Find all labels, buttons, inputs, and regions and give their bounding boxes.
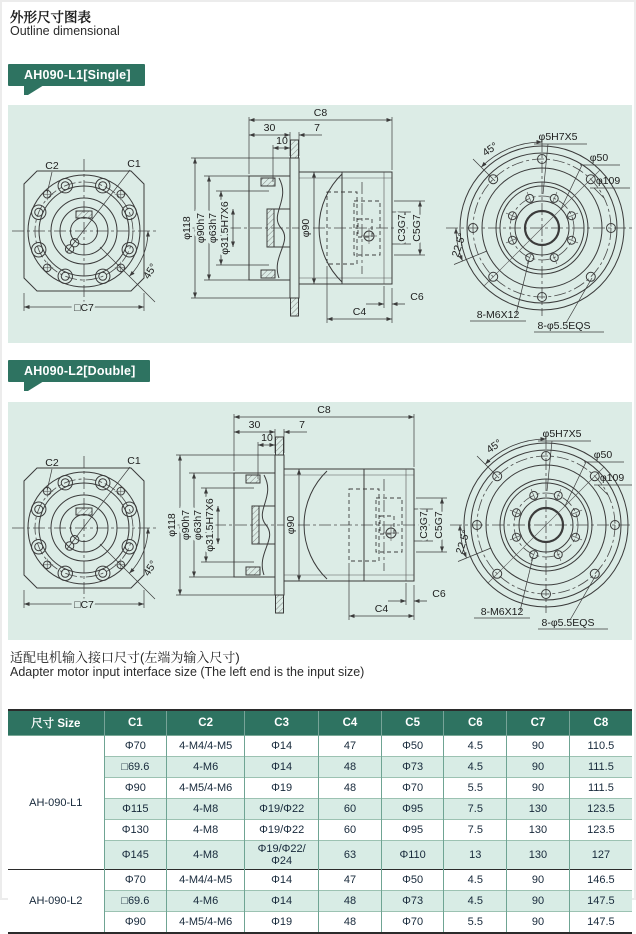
dim-cell: Φ110 — [381, 841, 444, 870]
dim-cell: 48 — [319, 778, 382, 799]
dim-cell: 123.5 — [569, 820, 632, 841]
dim-cell: 90 — [507, 891, 570, 912]
dim-cell: 4.5 — [444, 757, 507, 778]
dim-cell: 110.5 — [569, 736, 632, 757]
label-d7: 7 — [299, 419, 305, 431]
model-name-cell: AH-090-L1 — [8, 736, 104, 870]
label-m6: 8-M6X12 — [476, 309, 520, 321]
dim-cell: 4-M4/4-M5 — [167, 870, 245, 891]
label-c8: C8 — [313, 107, 328, 119]
dim-cell: Φ19/Φ22/Φ24 — [245, 841, 319, 870]
dim-cell: 4.5 — [444, 870, 507, 891]
dim-cell: 5.5 — [444, 778, 507, 799]
dim-cell: 90 — [507, 757, 570, 778]
dim-cell: 47 — [319, 736, 382, 757]
label-angle225: 22.5° — [453, 528, 473, 556]
col-header-c7: C7 — [507, 710, 570, 736]
dim-cell: Φ19/Φ22 — [245, 820, 319, 841]
dim-cell: 4-M4/4-M5 — [167, 736, 245, 757]
dim-cell: 4-M5/4-M6 — [167, 778, 245, 799]
dim-cell: 4-M8 — [167, 820, 245, 841]
label-d90: φ90 — [285, 515, 297, 535]
dim-cell: 146.5 — [569, 870, 632, 891]
note-zh: 适配电机输入接口尺寸(左端为输入尺寸) — [10, 650, 240, 665]
label-c6: C6 — [432, 588, 446, 600]
technical-drawing — [8, 402, 632, 640]
label-d10: 10 — [276, 135, 288, 147]
dim-cell: Φ14 — [245, 870, 319, 891]
label-c4: C4 — [374, 603, 389, 615]
dim-cell: 4-M8 — [167, 841, 245, 870]
label-m6: 8-M6X12 — [480, 606, 524, 618]
dimension-table — [8, 709, 632, 934]
dim-cell: 4-M5/4-M6 — [167, 912, 245, 934]
label-angle45_front: 45° — [141, 558, 160, 579]
dim-cell: 48 — [319, 891, 382, 912]
label-d118: φ118 — [166, 513, 178, 537]
label-d55: 8-φ5.5EQS — [541, 617, 595, 629]
note-en: Adapter motor input interface size (The left end is the input size) — [10, 665, 365, 679]
label-c4: C4 — [352, 306, 367, 318]
label-d315: φ31.5H7X6 — [219, 201, 231, 255]
dim-cell: 147.5 — [569, 891, 632, 912]
dim-cell: 60 — [319, 820, 382, 841]
dim-cell: □69.6 — [104, 891, 167, 912]
label-c2: C2 — [45, 457, 59, 469]
dim-cell: 4-M6 — [167, 757, 245, 778]
badge-ah090-l2: AH090-L2[Double] — [8, 360, 150, 382]
dim-cell: 123.5 — [569, 799, 632, 820]
dimension-table-wrap — [8, 709, 632, 934]
dim-cell: 60 — [319, 799, 382, 820]
dim-cell: Φ95 — [381, 799, 444, 820]
col-header-c5: C5 — [381, 710, 444, 736]
label-d5h7: φ5H7X5 — [542, 428, 582, 440]
label-d315: φ31.5H7X6 — [204, 498, 216, 552]
side-view — [166, 404, 447, 620]
dim-cell: 90 — [507, 870, 570, 891]
label-d5h7: φ5H7X5 — [538, 131, 578, 143]
dim-cell: Φ19 — [245, 912, 319, 934]
dim-cell: 47 — [319, 870, 382, 891]
dim-cell: 127 — [569, 841, 632, 870]
dim-cell: Φ70 — [381, 778, 444, 799]
label-d90h7: φ90h7 — [180, 509, 192, 541]
dim-cell: Φ115 — [104, 799, 167, 820]
dim-cell: Φ73 — [381, 757, 444, 778]
dim-cell: 90 — [507, 778, 570, 799]
label-d55: 8-φ5.5EQS — [537, 320, 591, 332]
label-d7: 7 — [314, 122, 320, 134]
dim-cell: Φ73 — [381, 891, 444, 912]
label-c2: C2 — [45, 160, 59, 172]
drawing-panel-l2 — [8, 402, 632, 640]
badge-ah090-l1: AH090-L1[Single] — [8, 64, 145, 86]
label-d10: 10 — [261, 432, 273, 444]
label-c1: C1 — [127, 455, 141, 467]
dim-cell: Φ70 — [381, 912, 444, 934]
rear-view — [450, 428, 632, 629]
dim-cell: 7.5 — [444, 799, 507, 820]
side-view — [181, 107, 425, 323]
dim-cell: 130 — [507, 841, 570, 870]
col-header-c6: C6 — [444, 710, 507, 736]
dim-cell: Φ14 — [245, 736, 319, 757]
label-d30: 30 — [263, 122, 276, 134]
dim-cell: Φ95 — [381, 820, 444, 841]
dim-cell: 13 — [444, 841, 507, 870]
dim-cell: Φ130 — [104, 820, 167, 841]
dim-cell: Φ14 — [245, 891, 319, 912]
front-view — [12, 158, 160, 314]
dim-cell: 7.5 — [444, 820, 507, 841]
label-d30: 30 — [248, 419, 261, 431]
label-d109: φ109 — [599, 472, 625, 484]
dim-cell: Φ50 — [381, 736, 444, 757]
label-d63h7: φ63h7 — [192, 509, 204, 541]
label-d63h7: φ63h7 — [207, 212, 219, 244]
dim-cell: 4.5 — [444, 736, 507, 757]
label-c6: C6 — [410, 291, 424, 303]
dim-cell: Φ14 — [245, 757, 319, 778]
label-c5g7: C5G7 — [411, 214, 423, 242]
page-title-zh: 外形尺寸图表 — [10, 10, 91, 25]
dim-cell: 48 — [319, 912, 382, 934]
col-header-c8: C8 — [569, 710, 632, 736]
model-name-cell: AH-090-L2 — [8, 870, 104, 934]
col-header-c2: C2 — [167, 710, 245, 736]
dim-cell: Φ90 — [104, 912, 167, 934]
label-c3g7: C3G7 — [396, 214, 408, 242]
col-header-c3: C3 — [245, 710, 319, 736]
dim-cell: 147.5 — [569, 912, 632, 934]
dim-cell: 48 — [319, 757, 382, 778]
dim-cell: Φ70 — [104, 870, 167, 891]
label-d109: φ109 — [595, 175, 621, 187]
label-c7: □C7 — [74, 599, 94, 611]
label-angle45_rear: 45° — [480, 140, 501, 160]
label-angle45_front: 45° — [141, 261, 160, 282]
dim-cell: Φ145 — [104, 841, 167, 870]
dim-cell: 5.5 — [444, 912, 507, 934]
dim-cell: Φ50 — [381, 870, 444, 891]
dim-cell: 4-M6 — [167, 891, 245, 912]
dim-cell: □69.6 — [104, 757, 167, 778]
label-d50: φ50 — [589, 152, 609, 164]
label-c8: C8 — [317, 404, 331, 416]
dim-cell: 130 — [507, 799, 570, 820]
label-d90: φ90 — [300, 218, 312, 238]
dim-cell: Φ19/Φ22 — [245, 799, 319, 820]
label-d118: φ118 — [181, 216, 193, 240]
dim-cell: 111.5 — [569, 778, 632, 799]
dim-cell: 63 — [319, 841, 382, 870]
table-row — [8, 736, 632, 757]
rear-view — [446, 131, 632, 332]
label-c7: □C7 — [74, 302, 94, 314]
col-header-c1: C1 — [104, 710, 167, 736]
label-c3g7: C3G7 — [418, 511, 430, 539]
dim-cell: Φ70 — [104, 736, 167, 757]
table-row — [8, 870, 632, 891]
dim-cell: 90 — [507, 912, 570, 934]
dim-cell: 90 — [507, 736, 570, 757]
col-header-c4: C4 — [319, 710, 382, 736]
label-d90h7: φ90h7 — [195, 212, 207, 244]
label-angle45_rear: 45° — [484, 437, 505, 457]
dim-cell: Φ90 — [104, 778, 167, 799]
dim-cell: 130 — [507, 820, 570, 841]
drawing-panel-l1 — [8, 105, 632, 343]
label-c1: C1 — [127, 158, 141, 170]
page-title-en: Outline dimensional — [10, 24, 120, 38]
label-c5g7: C5G7 — [433, 511, 445, 539]
dim-cell: Φ19 — [245, 778, 319, 799]
dim-cell: 4.5 — [444, 891, 507, 912]
col-header-size: 尺寸 Size — [8, 710, 104, 736]
technical-drawing — [8, 105, 632, 343]
label-angle225: 22.5° — [449, 231, 469, 259]
label-d50: φ50 — [593, 449, 613, 461]
front-view — [12, 455, 160, 611]
dim-cell: 4-M8 — [167, 799, 245, 820]
table-header-row — [8, 710, 632, 736]
dim-cell: 111.5 — [569, 757, 632, 778]
